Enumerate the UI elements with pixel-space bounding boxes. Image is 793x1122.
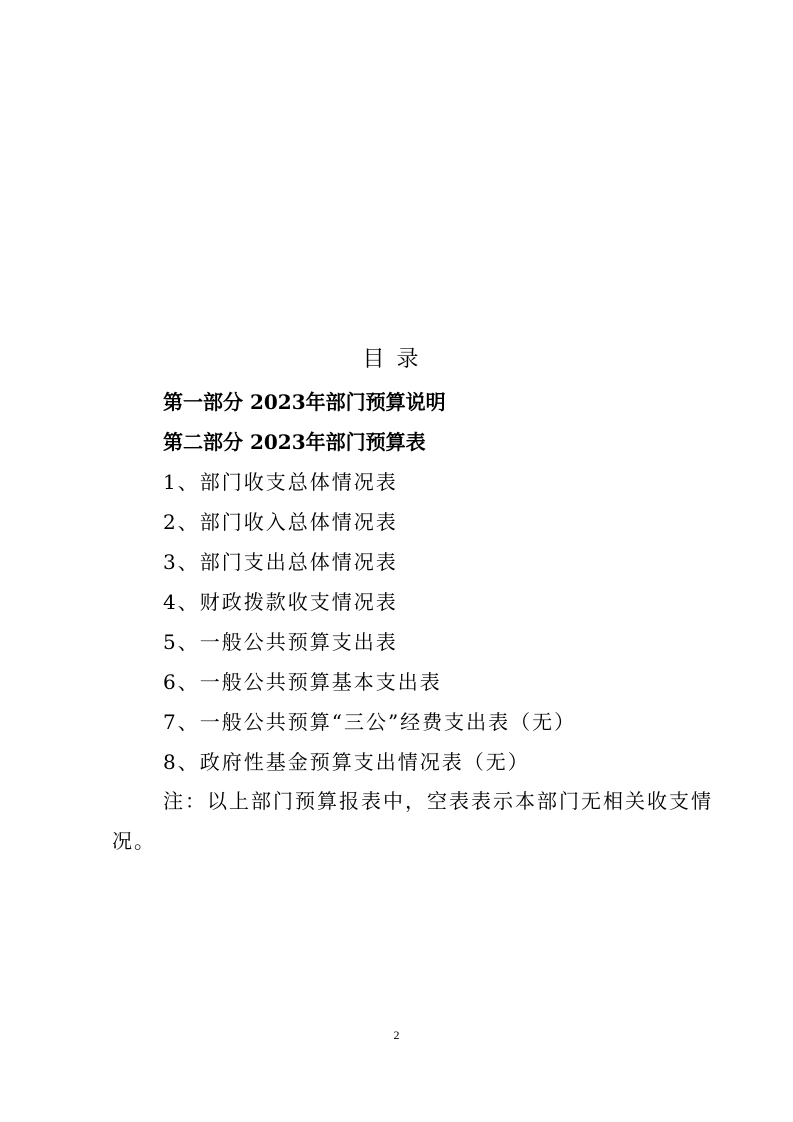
toc-part-one: 第一部分 2023年部门预算说明 <box>163 390 446 414</box>
toc-item-1: 1、部门收支总体情况表 <box>163 470 398 494</box>
toc-item-2: 2、部门收入总体情况表 <box>163 510 398 534</box>
page-number: 2 <box>393 1028 400 1042</box>
toc-title: 目录 <box>362 347 431 372</box>
toc-part-two: 第二部分 2023年部门预算表 <box>163 430 426 454</box>
toc-item-6: 6、一般公共预算基本支出表 <box>163 670 442 694</box>
toc-note-line-1: 注：以上部门预算报表中，空表表示本部门无相关收支情 <box>163 789 713 813</box>
toc-note-line-2: 况。 <box>112 829 156 853</box>
toc-item-4: 4、财政拨款收支情况表 <box>163 590 398 614</box>
toc-item-7: 7、一般公共预算“三公”经费支出表（无） <box>163 710 577 734</box>
toc-item-3: 3、部门支出总体情况表 <box>163 550 398 574</box>
toc-item-5: 5、一般公共预算支出表 <box>163 630 398 654</box>
toc-item-8: 8、政府性基金预算支出情况表（无） <box>163 750 530 774</box>
